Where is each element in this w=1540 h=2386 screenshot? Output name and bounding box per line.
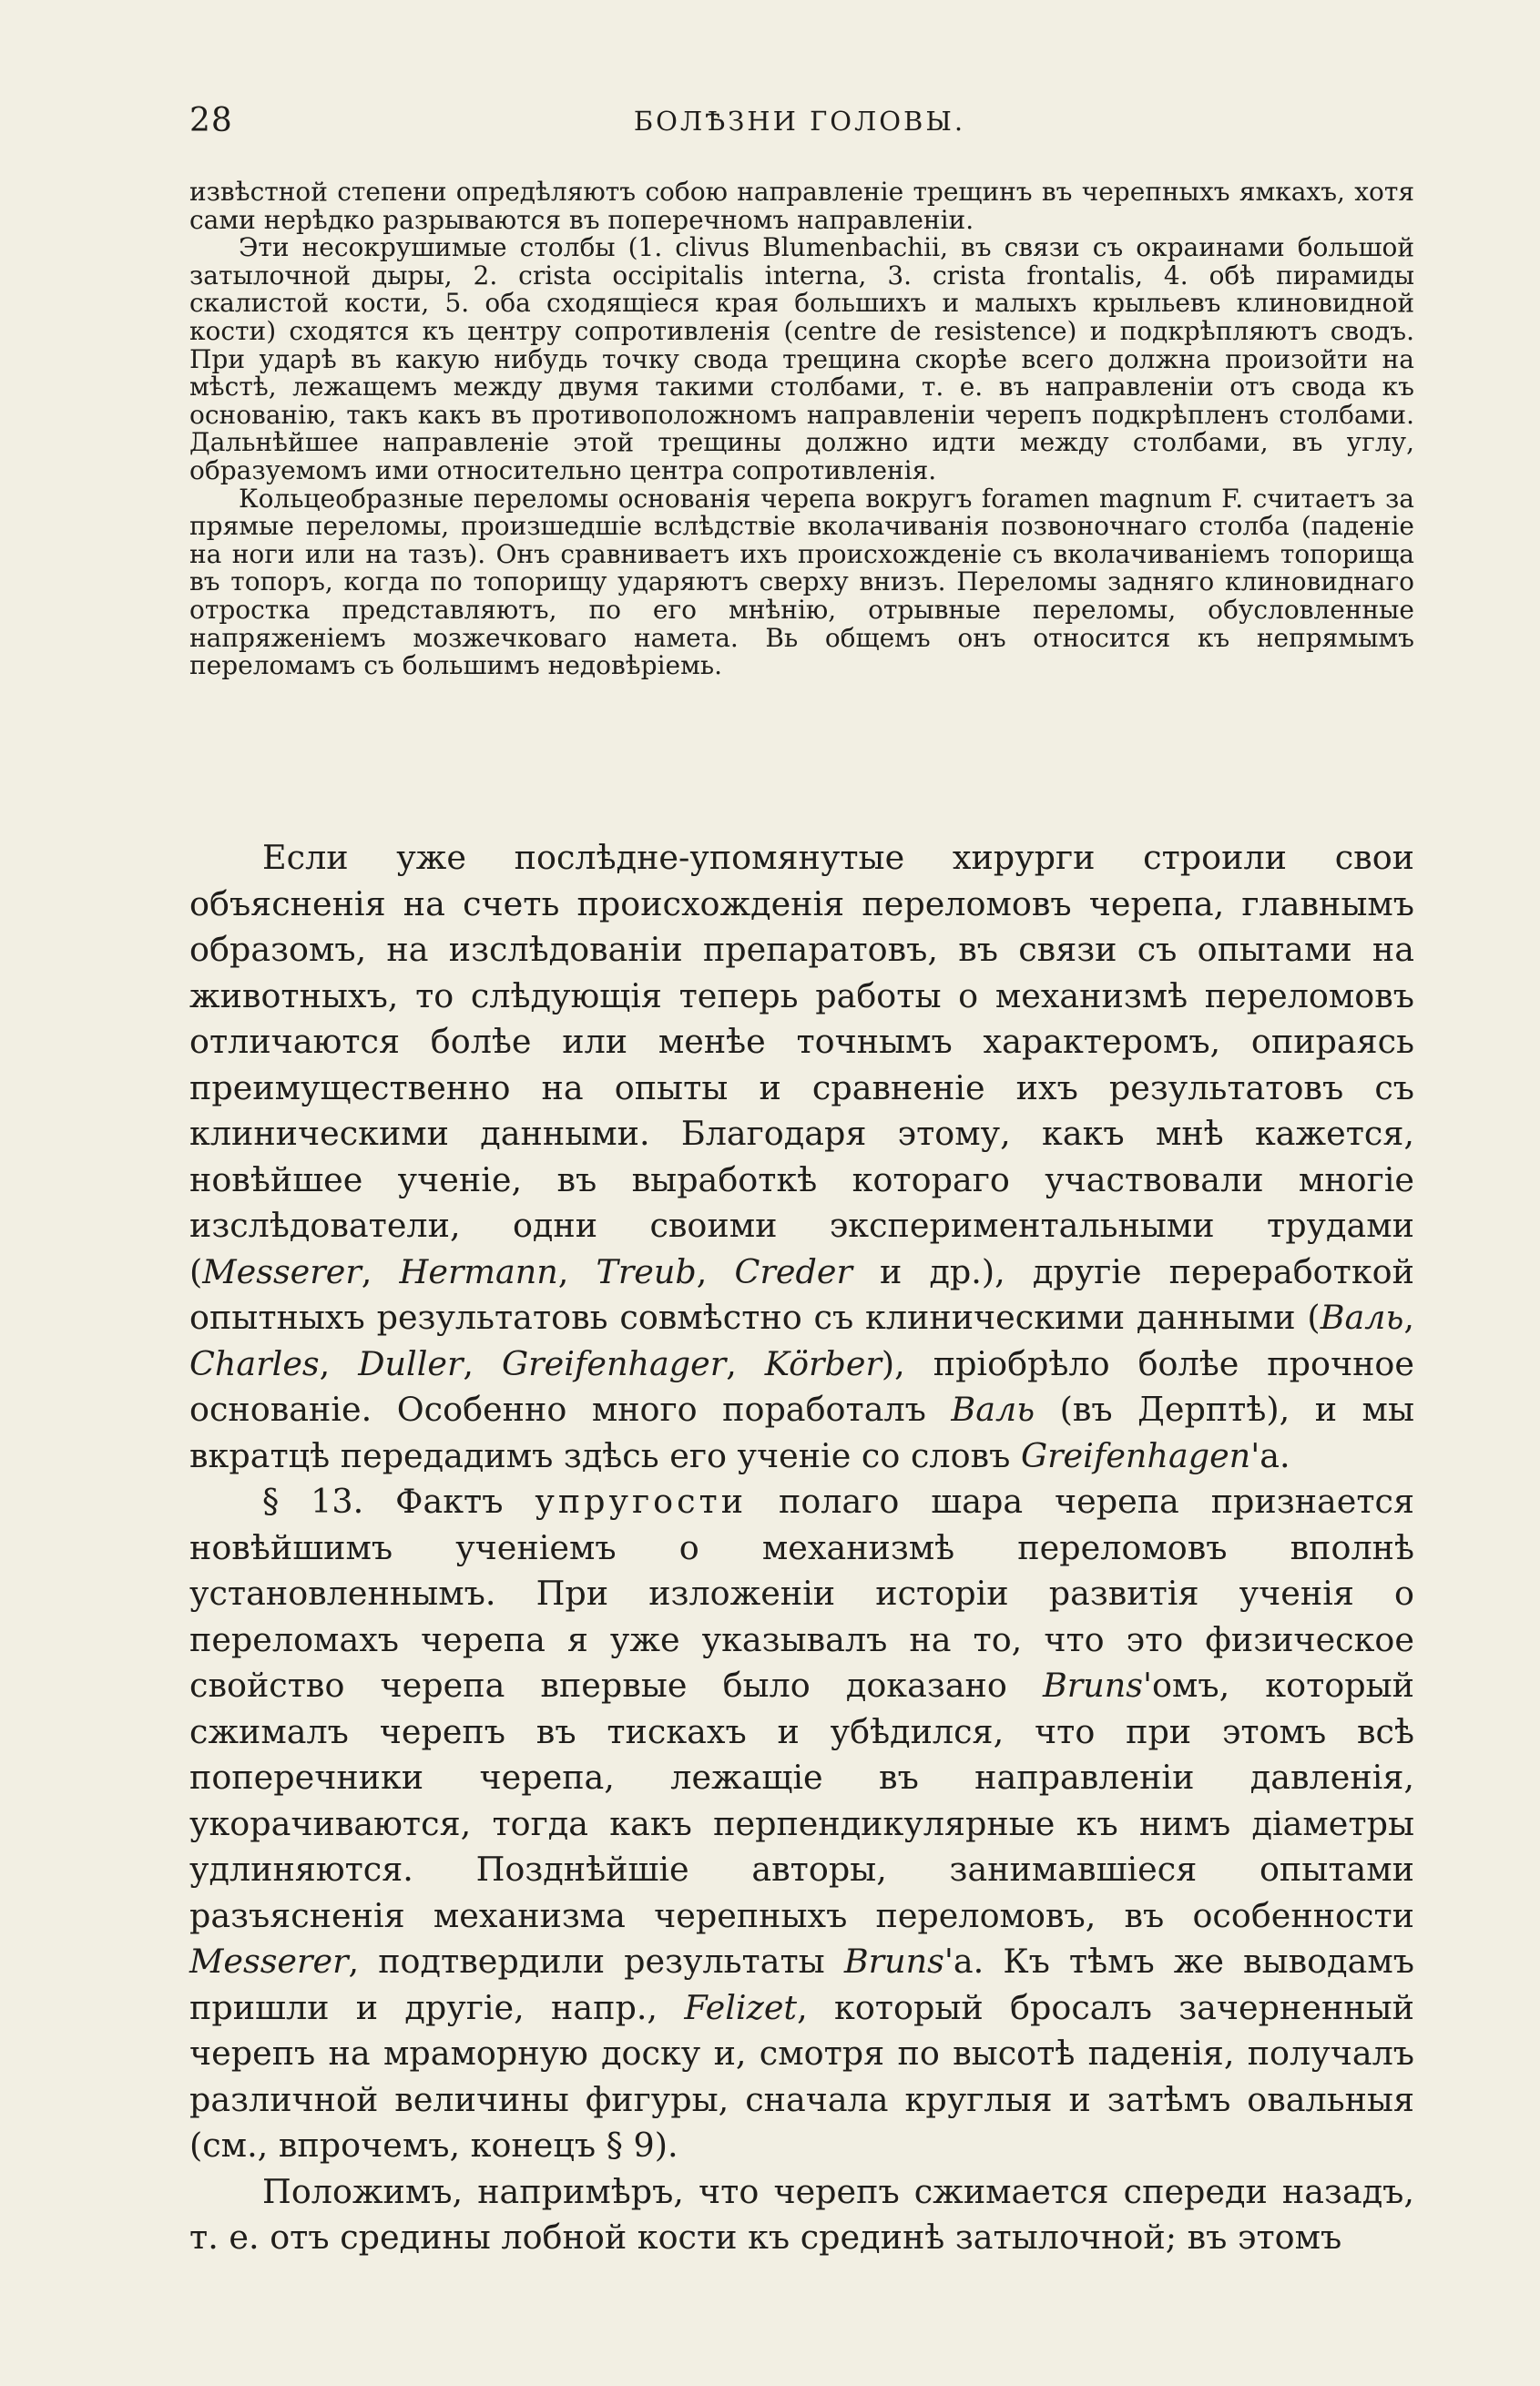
running-title: БОЛѢЗНИ ГОЛОВЫ. [633, 106, 966, 137]
author-name: Charles [189, 1343, 320, 1383]
author-name: Messerer [202, 1251, 362, 1291]
author-name: Greifenhager [502, 1343, 727, 1383]
text-run: Если уже послѣдне-упомянутые хирурги строили свои объясненія на счеть происхожденія переломовъ черепа, главнымъ образомъ, на изслѣдованіи препаратовъ, въ связи съ опытами на животныхъ, то слѣдующія теперь работы о механизмѣ переломовъ отличаются болѣе или менѣе точнымъ характеромъ, опираясь преимущественно на опыты и сравненіе ихъ результатовъ съ клиническими данными. Благодаря этому, какъ мнѣ кажется, новѣйшее ученіе, въ выработкѣ котораго участвовали многіе изслѣдователи, одни своими экспериментальными трудами ( [189, 838, 1414, 1291]
author-name: Creder [734, 1251, 852, 1291]
small-print-block [189, 178, 1414, 680]
author-name: Bruns [843, 1942, 944, 1981]
text-run: и др.), другіе переработкой опытныхъ результатовь совмѣстно съ клиническими данными ( [189, 1251, 1414, 1337]
text-run: 'а. [1250, 1435, 1290, 1475]
spaced-term: упругости [535, 1482, 748, 1521]
text-run: , подтвердили результаты [348, 1942, 844, 1981]
author-name: Bruns [1042, 1666, 1143, 1705]
author-name: Duller [358, 1343, 464, 1383]
main-paragraph-2 [189, 1479, 1414, 2169]
page-number: 28 [189, 102, 233, 139]
author-name: Felizet [684, 1987, 798, 2027]
text-run: полаго шара черепа признается новѣйшимъ ученіемъ о механизмѣ переломовъ вполнѣ установленнымъ. При изложеніи исторіи развитія ученія о переломахъ черепа я уже указывалъ на то, что это физическое свойство черепа впервые было доказано [189, 1482, 1414, 1705]
main-paragraph-1: Если уже послѣдне-упомянутые хирурги строили свои объясненія на счеть происхожденія переломовъ черепа, главнымъ образомъ, на изслѣдованіи препаратовъ, въ связи съ опытами на животныхъ, то слѣдующія теперь работы о механизмѣ переломовъ отличаются болѣе или менѣе точнымъ характеромъ, опираясь преимущественно на опыты и сравненіе ихъ результатовъ съ клиническими данными. Благодаря этому, какъ мнѣ кажется, новѣйшее ученіе, въ выработкѣ котораго участвовали многіе изслѣдователи, одни своими экспериментальными трудами (Messerer, Hermann, Treub, Creder и др.), другіе переработкой опытныхъ результатовь совмѣстно съ клиническими данными (Валь, Charles, Duller, Greifenhager, Körber), пріобрѣло болѣе прочное основаніе. Особенно много поработалъ Валь (въ Дерптѣ), и мы вкратцѣ передадимъ здѣсь его ученіе со словъ Greifenhagen'а. [189, 838, 1414, 1475]
text-run: § 13. Фактъ [262, 1482, 535, 1521]
author-name: Hermann [399, 1251, 558, 1291]
text-run: (въ Дерптѣ), и мы вкратцѣ передадимъ здѣсь его ученіе со словъ [189, 1390, 1414, 1475]
text-run: 'омъ, который сжималъ черепъ въ тискахъ и убѣдился, что при этомъ всѣ поперечники черепа, лежащіе въ направленіи давленія, укорачиваются, тогда какъ перпендикулярные къ нимъ діаметры удлиняются. Позднѣйшіе авторы, занимавшіеся опытами разъясненія механизма черепныхъ переломовъ, въ особенности [189, 1666, 1414, 1935]
text-run: , который бросалъ зачерненный черепъ на мраморную доску и, смотря по высотѣ паденія, получалъ различной величины фигуры, сначала круглыя и затѣмъ овальныя (см., впрочемъ, конецъ § 9). [189, 1987, 1414, 2165]
text-run: 'а. Къ тѣмъ же выводамъ пришли и другіе, напр., [189, 1942, 1415, 2027]
author-name: Валь [1320, 1298, 1404, 1337]
text-run: ), пріобрѣло болѣе прочное основаніе. Особенно много поработалъ [189, 1343, 1414, 1429]
small-paragraph-2: Эти несокрушимые столбы (1. clivus Blumenbachii, въ связи съ окраинами большой затылочной дыры, 2. crista occipitalis interna, 3. crista frontalis, 4. обѣ пирамиды скалистой кости, 5. оба сходящіеся края большихъ и малыхъ крыльевъ клиновидной кости) сходятся къ центру сопротивленія (centre de resistence) и подкрѣпляютъ сводъ. При ударѣ въ какую нибудь точку свода трещина скорѣе всего должна произойти на мѣстѣ, лежащемъ между двумя такими столбами, т. е. въ направленіи отъ свода къ основанію, такъ какъ въ противоположномъ направленіи черепъ подкрѣпленъ столбами. Дальнѣйшее направленіе этой трещины должно идти между столбами, въ углу, образуемомъ ими относительно центра сопротивленія. [189, 232, 1414, 485]
author-name: Валь [951, 1390, 1035, 1429]
author-name: Greifenhagen [1020, 1435, 1251, 1475]
author-name: Treub [596, 1251, 697, 1291]
small-paragraph-1: извѣстной степени опредѣляютъ собою направленіе трещинъ въ черепныхъ ямкахъ, хотя сами нерѣдко разрываются въ поперечномъ направленіи. [189, 177, 1414, 235]
small-paragraph-3: Кольцеобразные переломы основанія черепа вокругъ foramen magnum F. считаетъ за прямые переломы, произшедшіе вслѣдствіе вколачиванія позвоночнаго столба (паденіе на ноги или на тазъ). Онъ сравниваетъ ихъ происхожденіе съ вколачиваніемъ топорища въ топоръ, когда по топорищу ударяютъ сверху внизъ. Переломы задняго клиновиднаго отростка представляютъ, по его мнѣнію, отрывные переломы, обусловленные напряженіемъ мозжечковаго намета. Вь общемъ онъ относится къ непрямымъ переломамъ съ большимъ недовѣріемь. [189, 483, 1414, 681]
main-paragraph-3: Положимъ, напримѣръ, что черепъ сжимается спереди назадъ, т. е. отъ средины лобной кости къ срединѣ затылочной; въ этомъ [189, 2171, 1414, 2257]
author-name: Körber [764, 1343, 882, 1383]
page-header [189, 102, 1410, 148]
author-name: Messerer [189, 1942, 349, 1981]
main-text-block [189, 835, 1414, 2261]
